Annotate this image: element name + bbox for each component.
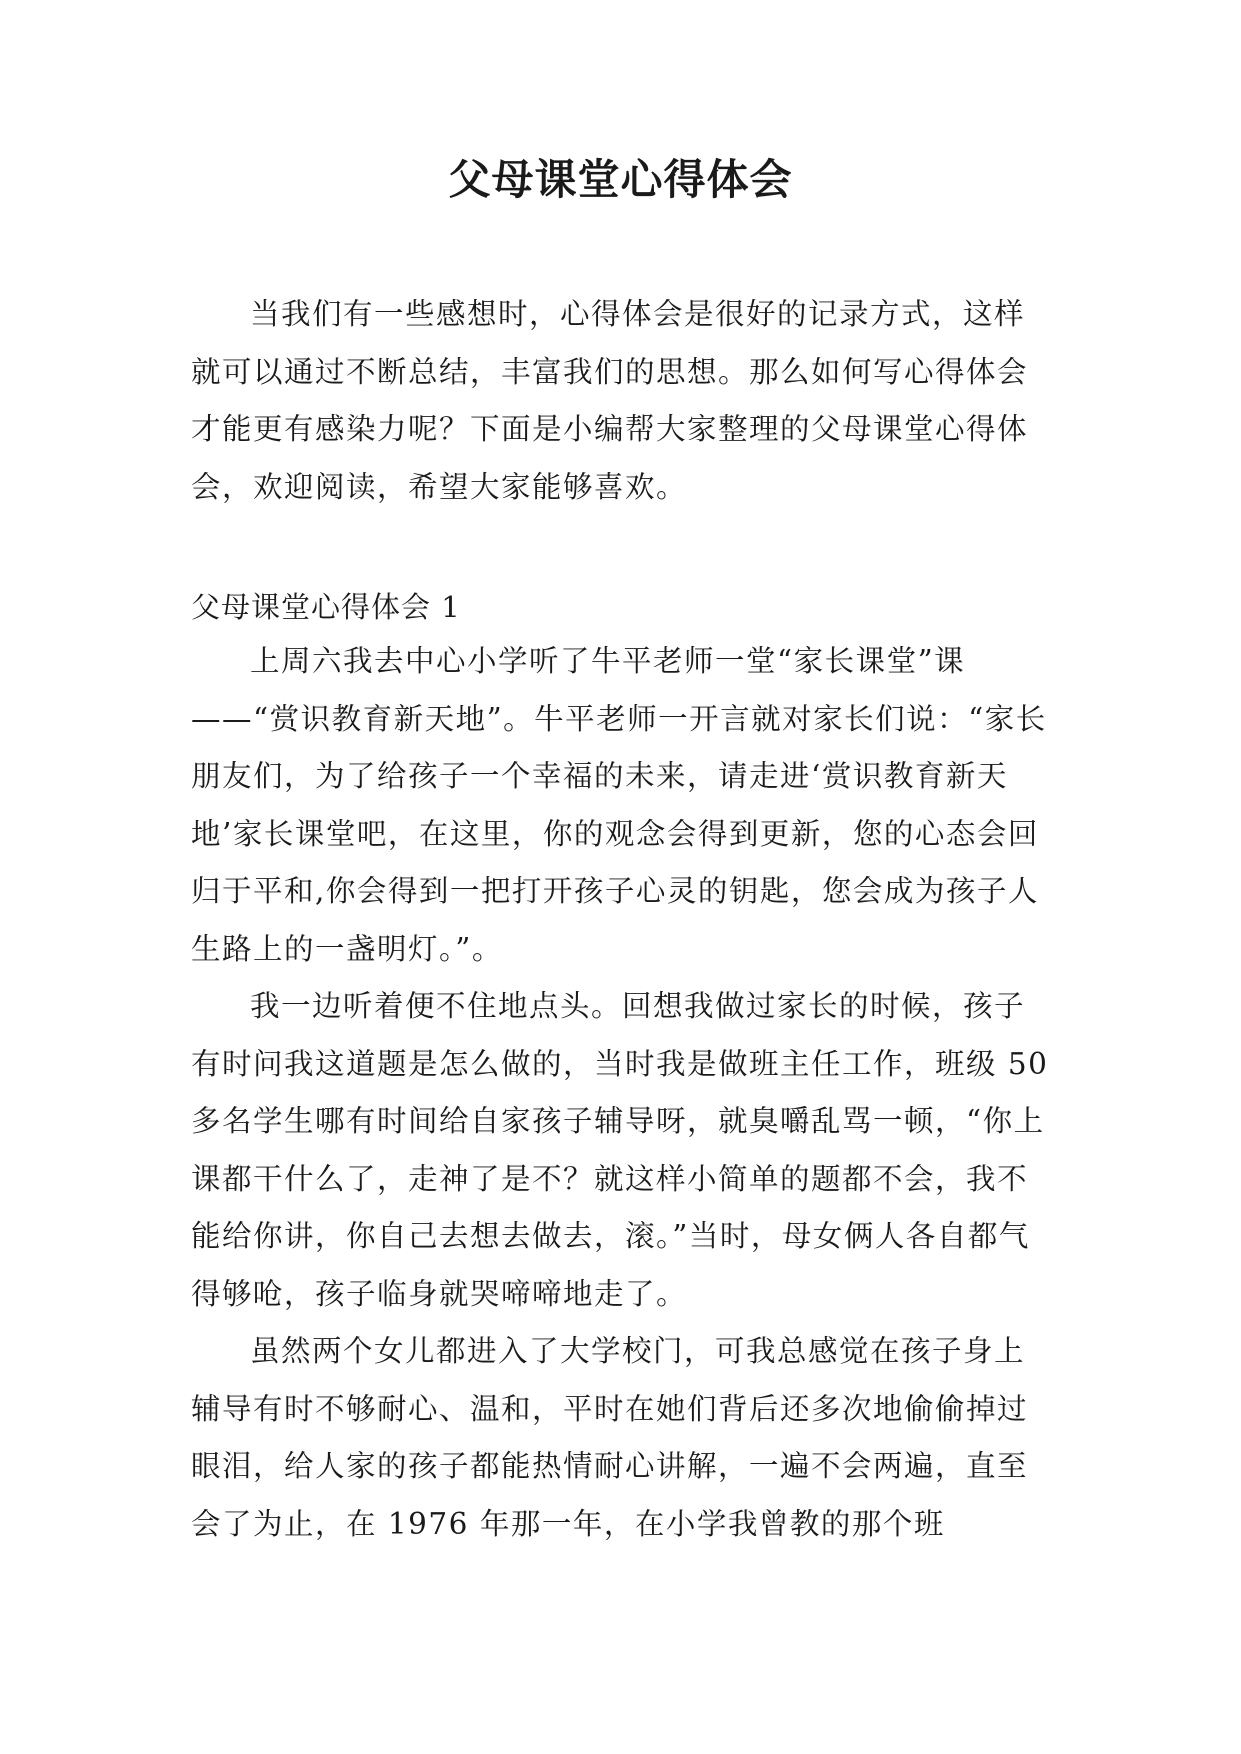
body-paragraph: 虽然两个女儿都进入了大学校门，可我总感觉在孩子身上辅导有时不够耐心、温和，平时在她们背后还多次地偷偷掉过眼泪，给人家的孩子都能热情耐心讲解，一遍不会两遍，直至会了为止，在 1976 年那一年，在小学我曾教的那个班 [191,1334,1029,1541]
body-paragraph: 上周六我去中心小学听了牛平老师一堂“家长课堂”课——“赏识教育新天地”。牛平老师一开言就对家长们说：“家长朋友们，为了给孩子一个幸福的未来，请走进‘赏识教育新天地’家长课堂吧，在这里，你的观念会得到更新，您的心态会回归于平和,你会得到一把打开孩子心灵的钥匙，您会成为孩子人生路上的一盏明灯。”。 [191,644,1047,966]
document-title: 父母课堂心得体会 [448,155,793,204]
intro-paragraph: 当我们有一些感想时，心得体会是很好的记录方式，这样就可以通过不断总结，丰富我们的思想。那么如何写心得体会才能更有感染力呢？下面是小编帮大家整理的父母课堂心得体会，欢迎阅读，希望大家能够喜欢。 [191,297,1029,504]
section-heading: 父母课堂心得体会 1 [191,590,461,624]
section-body [191,633,1051,1553]
intro-section [191,286,1051,516]
body-paragraph: 我一边听着便不住地点头。回想我做过家长的时候，孩子有时问我这道题是怎么做的，当时我是做班主任工作，班级 50 多名学生哪有时间给自家孩子辅导呀，就臭嚼乱骂一顿，“你上课都干什么了，走神了是不？就这样小简单的题都不会，我不能给你讲，你自己去想去做去，滚。”当时，母女俩人各自都气得够呛，孩子临身就哭啼啼地走了。 [191,989,1049,1311]
